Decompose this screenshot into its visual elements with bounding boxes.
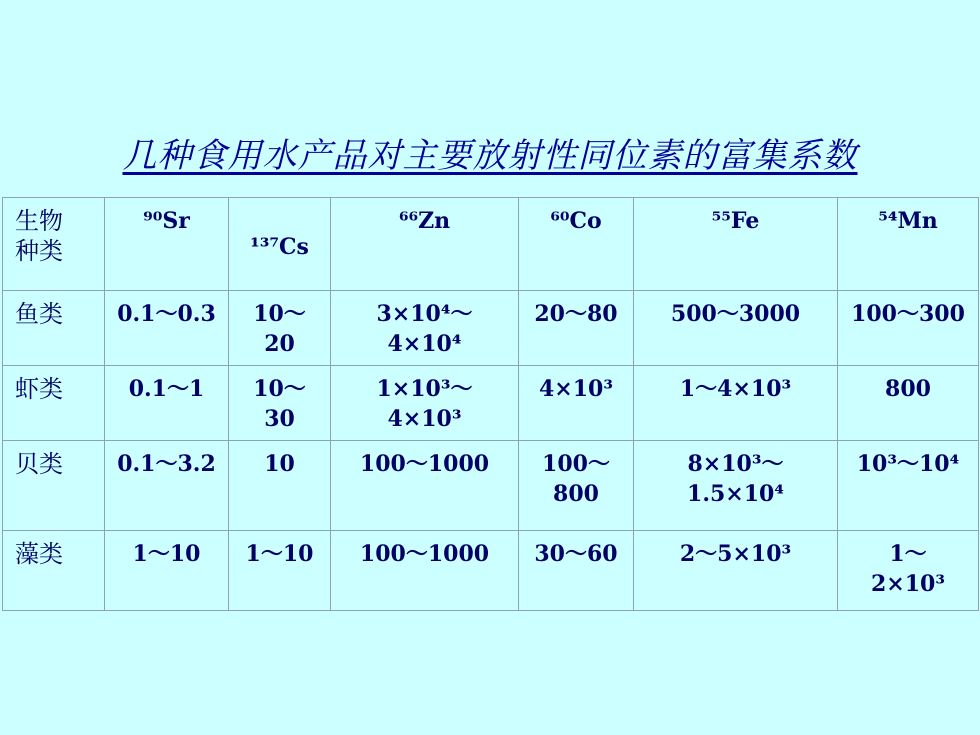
table-cell [519, 441, 634, 531]
table-cell [519, 366, 634, 441]
table-cell [105, 531, 229, 611]
table-header-row [3, 198, 979, 291]
table-row [3, 366, 979, 441]
cell-value: 30～60 [534, 541, 618, 567]
table-cell [229, 531, 331, 611]
cell-value: 10 [264, 451, 295, 477]
cell-value: 1～10 [245, 541, 314, 567]
table-row [3, 441, 979, 531]
isotope-header-zn66 [331, 198, 519, 291]
isotope-header-sr90 [105, 198, 229, 291]
table-cell [105, 366, 229, 441]
cell-value: 0.1～0.3 [117, 301, 216, 327]
table-cell [838, 531, 979, 611]
cell-value: 8×10³～ [687, 451, 784, 477]
row-label: 藻类 [3, 531, 105, 611]
isotope-header-co60 [519, 198, 634, 291]
isotope-label: ⁵⁵Fe [711, 208, 760, 234]
table-cell [105, 441, 229, 531]
cell-value: 4×10³ [387, 406, 462, 432]
table-cell [519, 291, 634, 366]
corner-header-line: 种类 [15, 237, 63, 265]
table-cell [105, 291, 229, 366]
table-cell [331, 441, 519, 531]
cell-value: 1～ [889, 541, 927, 567]
cell-value: 100～1000 [359, 541, 490, 567]
table-cell [634, 531, 838, 611]
row-label: 贝类 [3, 441, 105, 531]
cell-value: 4×10⁴ [387, 331, 462, 357]
isotope-header-fe55 [634, 198, 838, 291]
table-cell [331, 531, 519, 611]
cell-value: 800 [553, 481, 599, 507]
isotope-label: ⁹⁰Sr [143, 208, 190, 234]
isotope-label: ⁶⁰Co [550, 208, 602, 234]
table-cell [838, 366, 979, 441]
isotope-header-mn54 [838, 198, 979, 291]
cell-value: 10³～10⁴ [856, 451, 960, 477]
cell-value: 30 [264, 406, 295, 432]
cell-value: 100～ [542, 451, 610, 477]
cell-value: 0.1～1 [128, 376, 205, 402]
table-cell [838, 291, 979, 366]
cell-value: 100～1000 [359, 451, 490, 477]
cell-value: 10～ [253, 376, 306, 402]
cell-value: 1.5×10⁴ [687, 481, 784, 507]
table-cell [331, 291, 519, 366]
cell-value: 2×10³ [871, 571, 945, 597]
corner-header-line: 生物 [15, 207, 63, 235]
cell-value: 1～10 [132, 541, 201, 567]
cell-value: 20 [264, 331, 295, 357]
table-cell [519, 531, 634, 611]
table-row [3, 291, 979, 366]
table-body [3, 198, 979, 611]
table-cell [838, 441, 979, 531]
page-title: 几种食用水产品对主要放射性同位素的富集系数 [122, 136, 858, 176]
cell-value: 2～5×10³ [679, 541, 792, 567]
cell-value: 800 [885, 376, 931, 402]
cell-value: 500～3000 [670, 301, 801, 327]
cell-value: 100～300 [851, 301, 965, 327]
corner-header [3, 198, 105, 291]
cell-value: 10～ [253, 301, 306, 327]
table-cell [229, 366, 331, 441]
cell-value: 20～80 [534, 301, 618, 327]
enrichment-table [2, 197, 979, 611]
cell-value: 0.1～3.2 [117, 451, 216, 477]
isotope-label: ⁵⁴Mn [878, 208, 938, 234]
row-label: 虾类 [3, 366, 105, 441]
table-cell [331, 366, 519, 441]
table-cell [634, 441, 838, 531]
isotope-header-cs137 [229, 198, 331, 291]
table-cell [229, 441, 331, 531]
isotope-label: ⁶⁶Zn [398, 208, 451, 234]
table-cell [634, 291, 838, 366]
table-row [3, 531, 979, 611]
cell-value: 3×10⁴～ [376, 301, 473, 327]
cell-value: 4×10³ [539, 376, 613, 402]
row-label: 鱼类 [3, 291, 105, 366]
isotope-label: ¹³⁷Cs [250, 234, 309, 260]
table-cell [229, 291, 331, 366]
cell-value: 1～4×10³ [679, 376, 792, 402]
cell-value: 1×10³～ [376, 376, 473, 402]
table-cell [634, 366, 838, 441]
